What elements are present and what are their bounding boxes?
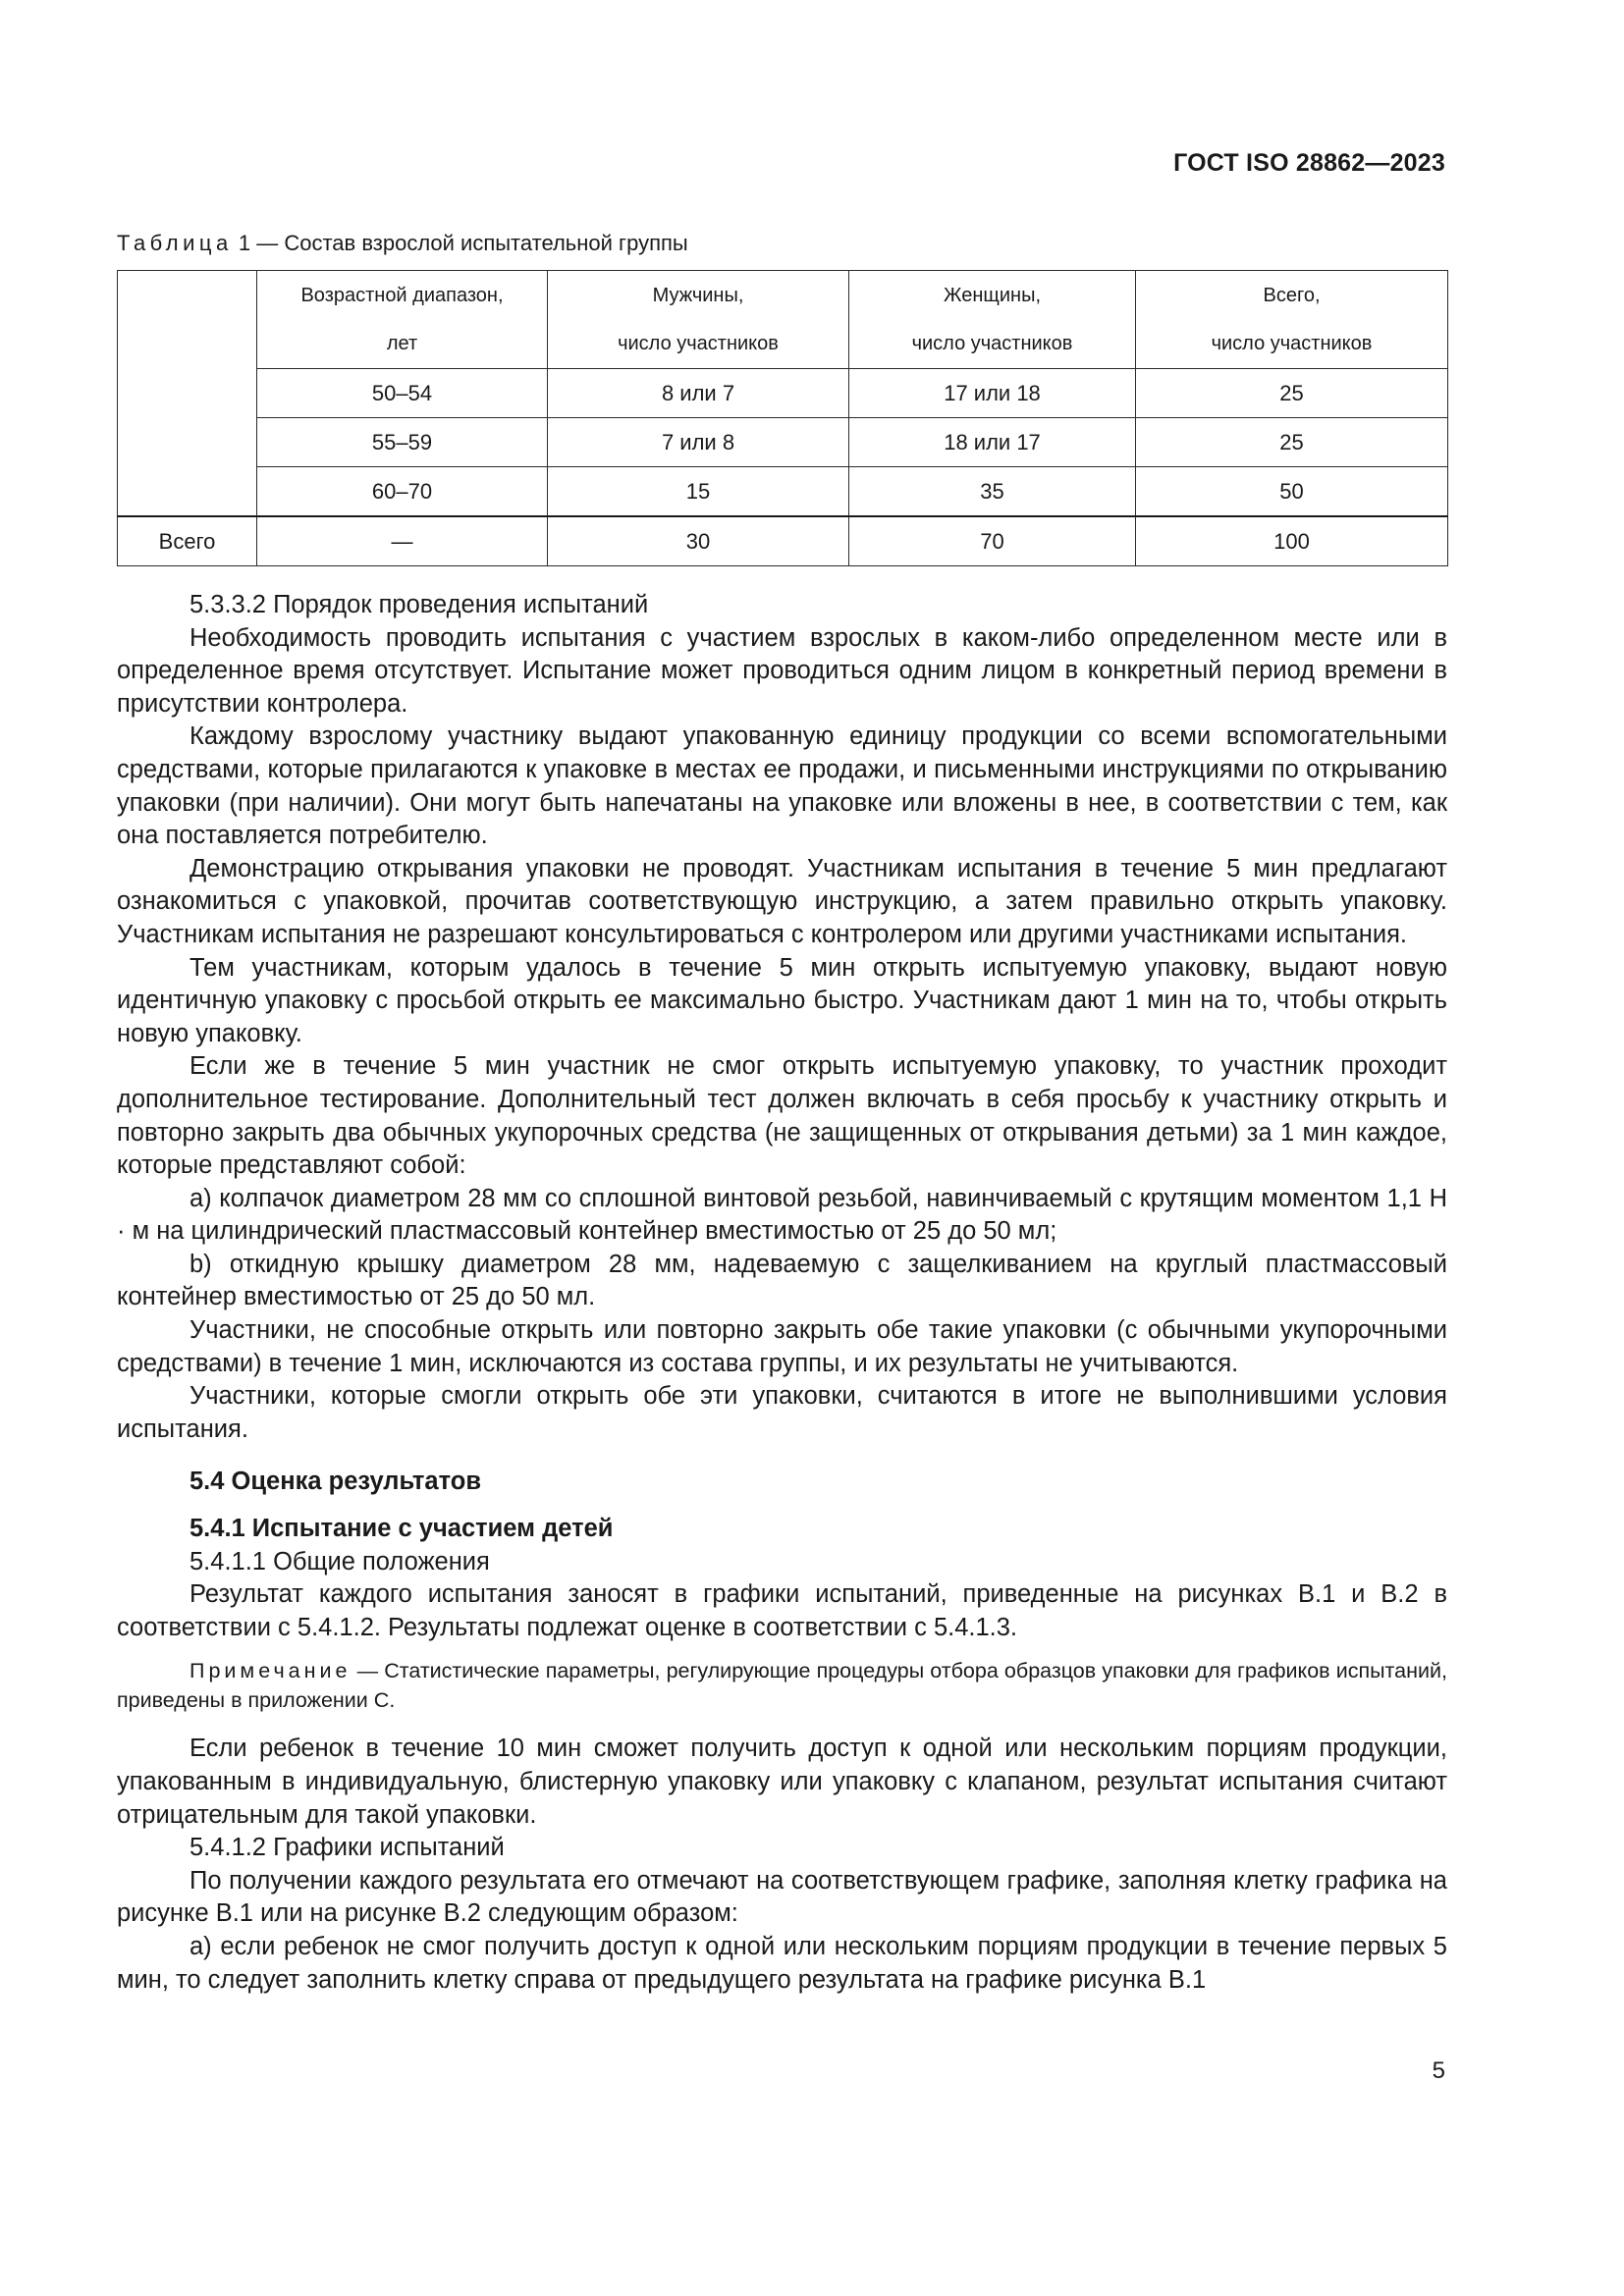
section-heading: 5.4.1 Испытание с участием детей	[189, 1515, 614, 1543]
table-cell: 70	[849, 516, 1136, 566]
paragraph: Тем участникам, которым удалось в течение 5 мин открыть испытуемую упаковку, выдают новую идентичную упаковку с просьбой открыть ее максимально быстро. Участникам дают 1 мин на то, чтобы открыть новую упаковку.	[117, 953, 1447, 1047]
paragraph: Если же в течение 5 мин участник не смог открыть испытуемую упаковку, то участник проходит дополнительное тестирование. Дополнительный тест должен включать в себя просьбу к участнику открыть и повторно закрыть два обычных укупорочных средства (не защищенных от открывания детьми) за 1 мин каждое, которые представляют собой:	[117, 1052, 1447, 1180]
table-header-row	[118, 271, 1448, 369]
table-row	[118, 369, 1448, 418]
table-cell: 55–59	[257, 418, 548, 467]
table-cell: 15	[548, 467, 849, 517]
subsection-heading: 5.3.3.2 Порядок проведения испытаний	[189, 591, 649, 618]
table-caption-label: Таблица	[117, 231, 233, 255]
table-total-row	[118, 516, 1448, 566]
header-age-range: Возрастной диапазон, лет	[257, 271, 548, 369]
table-cell: 8 или 7	[548, 369, 849, 418]
table-caption-title: 1 — Состав взрослой испытательной группы	[232, 231, 688, 255]
header-men: Мужчины, число участников	[548, 271, 849, 369]
table-cell: 100	[1136, 516, 1448, 566]
list-item: a) колпачок диаметром 28 мм со сплошной винтовой резьбой, навинчиваемый с крутящим моментом 1,1 Н · м на цилиндрический пластмассовый контейнер вместимостью от 25 до 50 мл;	[117, 1184, 1447, 1246]
paragraph: По получении каждого результата его отмечают на соответствующем графике, заполняя клетку графика на рисунке B.1 или на рисунке B.2 следующим образом:	[117, 1866, 1447, 1928]
table-corner-cell	[118, 271, 257, 517]
note-label: Примечание	[189, 1659, 352, 1683]
table-cell: 7 или 8	[548, 418, 849, 467]
subsection-heading: 5.4.1.2 Графики испытаний	[189, 1834, 505, 1862]
table-cell: 50–54	[257, 369, 548, 418]
document-code: ГОСТ ISO 28862—2023	[1173, 149, 1445, 177]
paragraph: Участники, которые смогли открыть обе эти упаковки, считаются в итоге не выполнившими условия испытания.	[117, 1382, 1447, 1443]
composition-table	[117, 270, 1448, 566]
page-number: 5	[1432, 2057, 1445, 2084]
table-caption	[117, 231, 688, 256]
list-item: a) если ребенок не смог получить доступ к одной или нескольким порциям продукции в течение первых 5 мин, то следует заполнить клетку справа от предыдущего результата на графике рисунка B.1	[117, 1932, 1447, 1994]
table-cell: 35	[849, 467, 1136, 517]
paragraph: Если ребенок в течение 10 мин сможет получить доступ к одной или нескольким порциям продукции, упакованным в индивидуальную, блистерную упаковку или упаковку с клапаном, результат испытания считают отрицательным для такой упаковки.	[117, 1735, 1447, 1829]
header-total: Всего, число участников	[1136, 271, 1448, 369]
subsection-heading: 5.4.1.1 Общие положения	[189, 1547, 490, 1575]
body-text	[117, 589, 1447, 1997]
table-cell: 18 или 17	[849, 418, 1136, 467]
table-cell: Всего	[118, 516, 257, 566]
table-cell: 25	[1136, 369, 1448, 418]
table-cell: 60–70	[257, 467, 548, 517]
table-cell: 17 или 18	[849, 369, 1136, 418]
paragraph: Результат каждого испытания заносят в графики испытаний, приведенные на рисунках B.1 и B.2 в соответствии с 5.4.1.2. Результаты подлежат оценке в соответствии с 5.4.1.3.	[117, 1580, 1447, 1641]
table-row	[118, 467, 1448, 517]
note	[117, 1656, 1447, 1715]
table-cell: 25	[1136, 418, 1448, 467]
note-text: — Статистические параметры, регулирующие процедуры отбора образцов упаковки для графиков испытаний, приведены в приложении С.	[117, 1659, 1447, 1713]
table-cell: 30	[548, 516, 849, 566]
table-cell: 50	[1136, 467, 1448, 517]
paragraph: Демонстрацию открывания упаковки не проводят. Участникам испытания в течение 5 мин предлагают ознакомиться с упаковкой, прочитав соответствующую инструкцию, а затем правильно открыть упаковку. Участникам испытания не разрешают консультироваться с контролером или другими участниками испытания.	[117, 854, 1447, 948]
section-heading: 5.4 Оценка результатов	[189, 1468, 482, 1496]
paragraph: Необходимость проводить испытания с участием взрослых в каком-либо определенном месте или в определенное время отсутствует. Испытание может проводиться одним лицом в конкретный период времени в присутствии контролера.	[117, 623, 1447, 718]
table-row	[118, 418, 1448, 467]
paragraph: Участники, не способные открыть или повторно закрыть обе такие упаковки (с обычными укупорочными средствами) в течение 1 мин, исключаются из состава группы, и их результаты не учитываются.	[117, 1316, 1447, 1377]
header-women: Женщины, число участников	[849, 271, 1136, 369]
list-item: b) откидную крышку диаметром 28 мм, надеваемую с защелкиванием на круглый пластмассовый контейнер вместимостью от 25 до 50 мл.	[117, 1250, 1447, 1311]
paragraph: Каждому взрослому участнику выдают упакованную единицу продукции со всеми вспомогательными средствами, которые прилагаются к упаковке в местах ее продажи, и письменными инструкциями по открыванию упаковки (при наличии). Они могут быть напечатаны на упаковке или вложены в нее, в соответствии с тем, как она поставляется потребителю.	[117, 722, 1447, 850]
table-cell: —	[257, 516, 548, 566]
